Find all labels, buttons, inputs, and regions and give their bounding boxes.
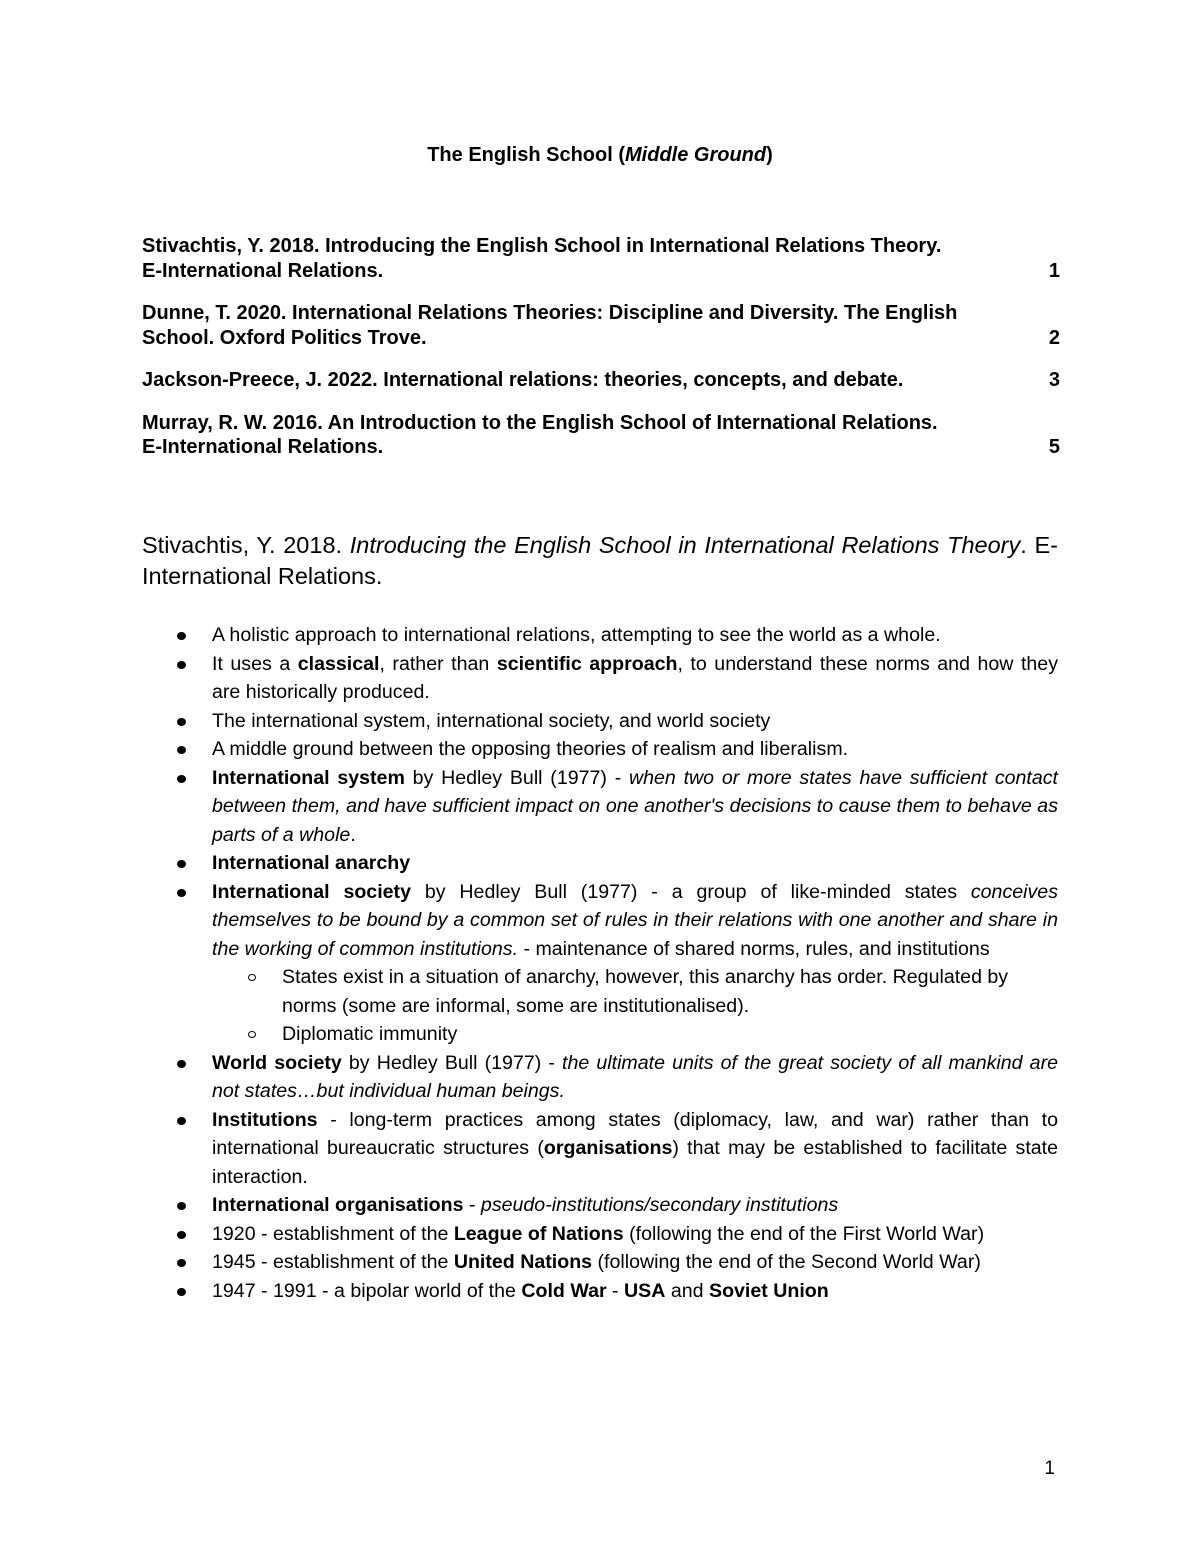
hollow-circle-bullet-icon [248, 974, 256, 981]
list-item: World society by Hedley Bull (1977) - the ultimate units of the great society of all mankind are not states…but individual human beings. [142, 1049, 1058, 1106]
toc-entry-title: Stivachtis, Y. 2018. Introducing the English School in International Relations Theory. [142, 235, 942, 257]
bullet-dot-icon [177, 1060, 186, 1068]
list-item: International organisations - pseudo-institutions/secondary institutions [142, 1191, 1058, 1220]
toc-entry[interactable] [142, 234, 1060, 283]
toc-page-number: 3 [1048, 369, 1060, 391]
document-title: The English School (Middle Ground) [427, 144, 773, 166]
table-of-contents [142, 234, 1060, 478]
toc-entry-title: Dunne, T. 2020. International Relations Theories: Discipline and Diversity. The English [142, 302, 958, 324]
bullet-dot-icon [177, 661, 186, 669]
list-item: A middle ground between the opposing theories of realism and liberalism. [142, 735, 1058, 764]
toc-entry-title-cont: School. Oxford Politics Trove. [142, 326, 427, 349]
hollow-circle-bullet-icon [248, 1031, 256, 1038]
toc-entry-title-cont: E-International Relations. [142, 259, 384, 282]
toc-page-number: 1 [1048, 259, 1060, 282]
toc-page-number: 2 [1048, 326, 1060, 349]
bullet-dot-icon [177, 1202, 186, 1210]
bullet-dot-icon [177, 1259, 186, 1267]
bullet-dot-icon [177, 860, 186, 868]
list-item: 1920 - establishment of the League of Nations (following the end of the First World War) [142, 1220, 1058, 1249]
toc-entry[interactable] [142, 411, 1060, 460]
page-number: 1 [1044, 1458, 1055, 1479]
bullet-dot-icon [177, 1231, 186, 1239]
bullet-dot-icon [177, 1117, 186, 1125]
toc-entry-title: Jackson-Preece, J. 2022. International relations: theories, concepts, and debate. [142, 369, 904, 391]
bullet-dot-icon [177, 718, 186, 726]
toc-entry-title-cont: E-International Relations. [142, 436, 384, 458]
toc-entry[interactable] [142, 301, 1060, 350]
bullet-dot-icon [177, 889, 186, 897]
toc-entry[interactable] [142, 368, 1060, 393]
sub-bullet-list [212, 963, 1058, 1049]
list-item: The international system, international society, and world society [142, 707, 1058, 736]
list-item: Institutions - long-term practices among states (diplomacy, law, and war) rather than to international bureaucratic structures (organisations) that may be established to facilitate state interaction. [142, 1106, 1058, 1192]
list-item: International system by Hedley Bull (1977) - when two or more states have sufficient contact between them, and have sufficient impact on one another's decisions to cause them to behave as parts of a whole. [142, 764, 1058, 850]
list-item: International society by Hedley Bull (1977) - a group of like-minded states conceives themselves to be bound by a common set of rules in their relations with one another and share in the working of common institutions. - maintenance of shared norms, rules, and institutions States exist in a situation of anarchy, however, this anarchy has order. Regulated by norms (some are informal, some are institutionalised). Diplomatic immunity [142, 878, 1058, 1049]
bullet-list [142, 621, 1058, 1305]
bullet-dot-icon [177, 775, 186, 783]
list-item: 1947 - 1991 - a bipolar world of the Cold War - USA and Soviet Union [142, 1277, 1058, 1306]
toc-entry-title: Murray, R. W. 2016. An Introduction to the English School of International Relations. [142, 411, 938, 434]
toc-page-number: 5 [1048, 436, 1060, 458]
bullet-dot-icon [177, 746, 186, 754]
list-item: It uses a classical, rather than scientific approach, to understand these norms and how they are historically produced. [142, 650, 1058, 707]
section-heading: Stivachtis, Y. 2018. Introducing the English School in International Relations Theory. E-International Relations. [142, 532, 1058, 589]
list-item: 1945 - establishment of the United Nations (following the end of the Second World War) [142, 1248, 1058, 1277]
bullet-dot-icon [177, 632, 186, 640]
sub-list-item: Diplomatic immunity [212, 1020, 1058, 1049]
bullet-dot-icon [177, 1288, 186, 1296]
list-item: International anarchy [142, 849, 1058, 878]
sub-list-item: States exist in a situation of anarchy, however, this anarchy has order. Regulated by norms (some are informal, some are institutionalised). [212, 963, 1058, 1020]
list-item: A holistic approach to international relations, attempting to see the world as a whole. [142, 621, 1058, 650]
